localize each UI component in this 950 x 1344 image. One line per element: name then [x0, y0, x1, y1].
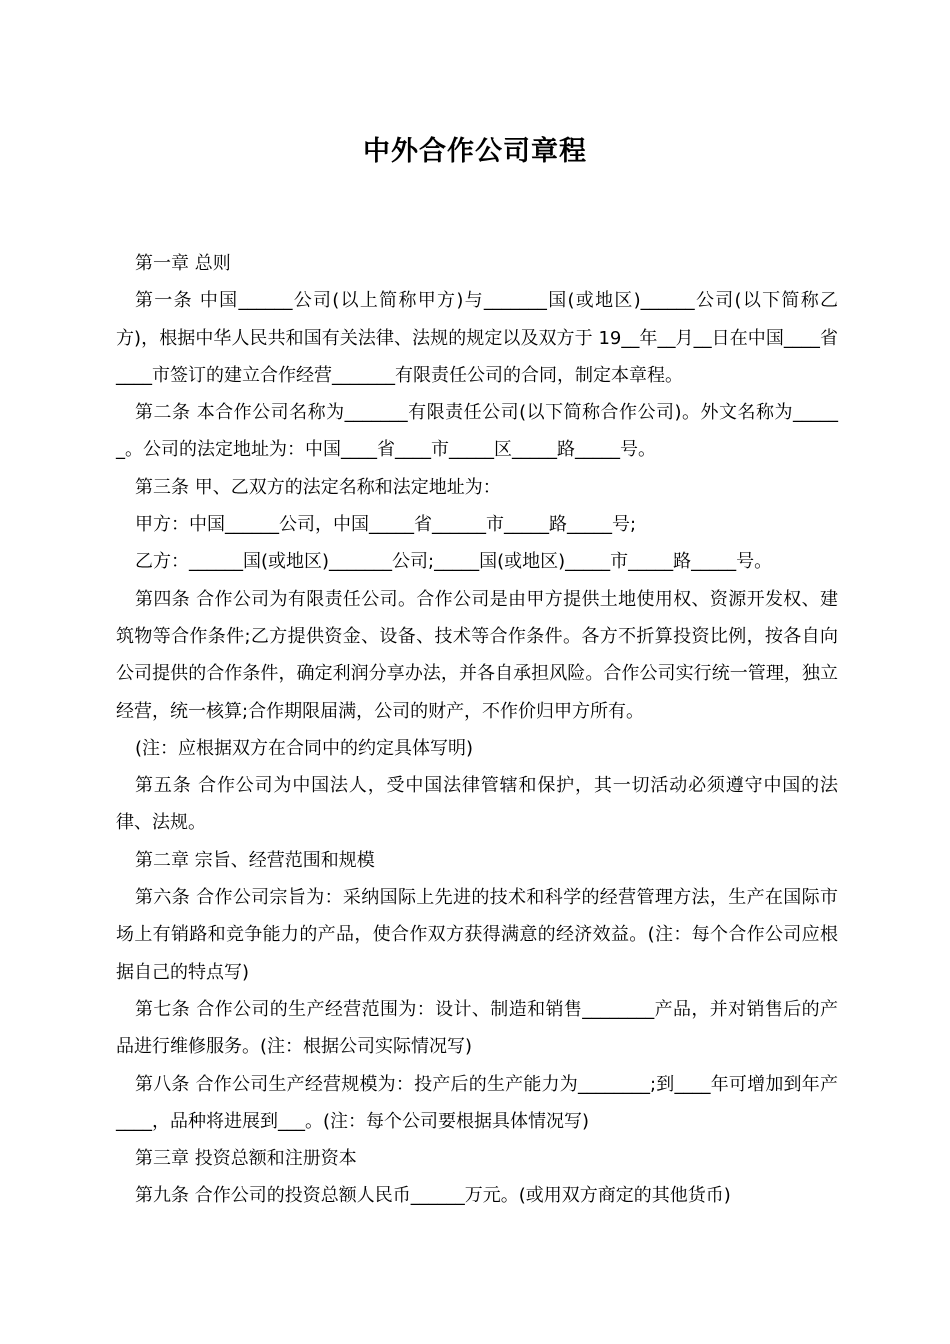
- article-paragraph: 第一条 中国______公司(以上简称甲方)与_______国(或地区)______公司(以下简称乙方)，根据中华人民共和国有关法律、法规的规定以及双方于 19__年__月__日在中国____省____市签订的建立合作经营_______有限责任公司的合同，制定本章程。: [116, 290, 838, 386]
- article-paragraph: 第七条 合作公司的生产经营范围为：设计、制造和销售________产品，并对销售后的产品进行维修服务。(注：根据公司实际情况写): [116, 998, 838, 1058]
- party-line: 乙方：______国(或地区)_______公司;_____国(或地区)_____市_____路_____号。: [135, 551, 773, 573]
- chapter-heading: 第一章 总则: [135, 253, 231, 274]
- article-paragraph: 第四条 合作公司为有限责任公司。合作公司是由甲方提供土地使用权、资源开发权、建筑物等合作条件;乙方提供资金、设备、技术等合作条件。各方不折算投资比例，按各自向公司提供的合作条件，确定利润分享办法，并各自承担风险。合作公司实行统一管理，独立经营，统一核算;合作期限届满，公司的财产，不作价归甲方所有。: [116, 588, 838, 722]
- article-paragraph: 第二条 本合作公司名称为_______有限责任公司(以下简称合作公司)。外文名称为______。公司的法定地址为：中国____省____市_____区_____路_____号。: [116, 402, 838, 461]
- chapter-heading: 第二章 宗旨、经营范围和规模: [135, 849, 375, 871]
- chapter-heading: 第三章 投资总额和注册资本: [135, 1148, 357, 1170]
- document-title: 中外合作公司章程: [363, 136, 587, 167]
- article-paragraph: 第八条 合作公司生产经营规模为：投产后的生产能力为________;到____年可增加到年产____，品种将进展到___。(注：每个公司要根据具体情况写): [116, 1073, 838, 1132]
- article-paragraph: 第五条 合作公司为中国法人，受中国法律管辖和保护，其一切活动必须遵守中国的法律、法规。: [116, 775, 838, 834]
- article-paragraph: 第三条 甲、乙双方的法定名称和法定地址为：: [135, 476, 501, 498]
- article-paragraph: 第九条 合作公司的投资总额人民币______万元。(或用双方商定的其他货币): [135, 1185, 731, 1207]
- note-line: (注：应根据双方在合同中的约定具体写明): [135, 737, 474, 759]
- article-paragraph: 第六条 合作公司宗旨为：采纳国际上先进的技术和科学的经营管理方法，生产在国际市场上有销路和竞争能力的产品，使合作双方获得满意的经济效益。(注：每个合作公司应根据自己的特点写): [116, 887, 838, 983]
- document-body: [116, 245, 838, 1215]
- party-line: 甲方：中国______公司，中国_____省______市_____路_____号;: [135, 514, 637, 536]
